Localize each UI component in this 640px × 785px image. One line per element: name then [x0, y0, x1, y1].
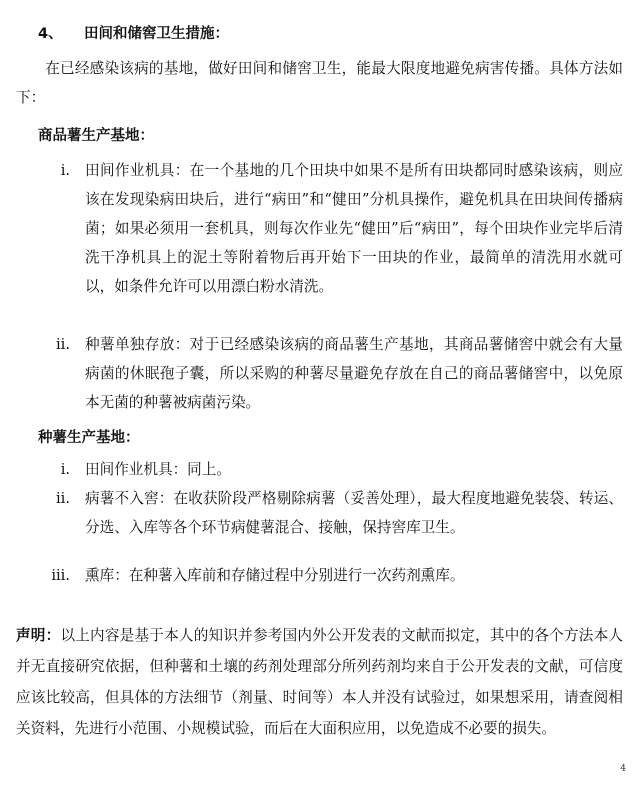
list-marker: ii.: [56, 336, 70, 353]
section-title: 田间和储窖卫生措施：: [84, 26, 229, 42]
list-item: [40, 455, 623, 484]
section-heading: [38, 22, 229, 43]
disclaimer-paragraph: [16, 620, 623, 744]
list-item-text: 熏库：在种薯入库前和存储过程中分别进行一次药剂熏库。: [85, 567, 465, 584]
intro-paragraph: 在已经感染该病的基地，做好田间和储窖卫生，能最大限度地避免病害传播。具体方法如下：: [16, 60, 623, 106]
list-marker: i.: [60, 461, 70, 478]
page-number: 4: [620, 764, 626, 774]
list-item-text: 种薯单独存放：对于已经感染该病的商品薯生产基地，其商品薯储窖中就会有大量病菌的休眠孢子囊，所以采购的种薯尽量避免存放在自己的商品薯储窖中，以免原本无菌的种薯被病菌污染。: [85, 336, 623, 411]
list-marker: i.: [60, 162, 70, 179]
list-item: [40, 561, 623, 590]
list-item-text: 田间作业机具：在一个基地的几个田块中如果不是所有田块都同时感染该病，则应该在发现染病田块后，进行“病田”和“健田”分机具操作，避免机具在田块间传播病菌；如果必须用一套机具，则每次作业先“健田”后“病田”，每个田块作业完毕后清洗干净机具上的泥土等附着物后再开始下一田块的作业，最简单的清洗用水就可以，如条件允许可以用漂白粉水清洗。: [85, 162, 623, 295]
section-number: 4、: [38, 26, 63, 42]
list-marker: ii.: [56, 490, 70, 507]
seed-base-heading: 种薯生产基地：: [38, 430, 140, 446]
commercial-base-heading: 商品薯生产基地：: [38, 128, 154, 144]
list-item-text: 病薯不入窖：在收获阶段严格剔除病薯（妥善处理），最大程度地避免装袋、转运、分选、入库等各个环节病健薯混合、接触，保持窖库卫生。: [85, 490, 623, 536]
list-item: [40, 484, 623, 542]
disclaimer-text: 以上内容是基于本人的知识并参考国内外公开发表的文献而拟定，其中的各个方法本人并无直接研究依据，但种薯和土壤的药剂处理部分所列药剂均来自于公开发表的文献，可信度应该比较高，但具体的方法细节（剂量、时间等）本人并没有试验过，如果想采用，请查阅相关资料，先进行小范围、小规模试验，而后在大面积应用，以免造成不必要的损失。: [16, 627, 623, 737]
list-item: [40, 156, 623, 301]
list-marker: iii.: [51, 567, 70, 584]
list-item-text: 田间作业机具：同上。: [85, 461, 231, 478]
list-item: [40, 330, 623, 417]
disclaimer-label: 声明：: [16, 627, 61, 644]
